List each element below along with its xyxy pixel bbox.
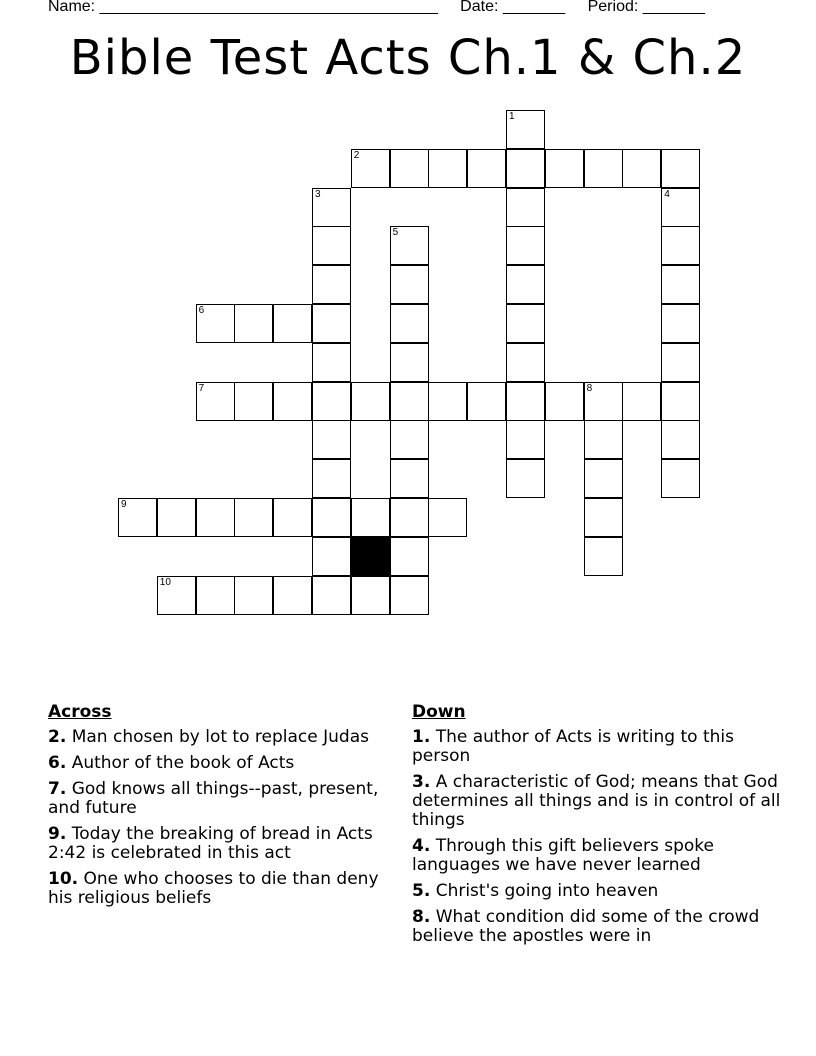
crossword-cell[interactable] [584, 149, 623, 188]
clue-down-4: 4. Through this gift believers spoke languages we have never learned [412, 836, 714, 875]
crossword-cell[interactable] [584, 537, 623, 576]
crossword-cell[interactable] [196, 304, 235, 343]
crossword-cell[interactable] [467, 382, 506, 421]
clue-down-3: 3. A characteristic of God; means that God determines all things and is in control of all things [412, 772, 781, 830]
crossword-cell[interactable] [312, 382, 351, 421]
across-clues [48, 703, 388, 915]
crossword-cell[interactable] [661, 459, 700, 498]
crossword-cell[interactable] [312, 343, 351, 382]
crossword-cell[interactable] [390, 343, 429, 382]
clue-number: 7 [198, 382, 205, 394]
crossword-cell[interactable] [661, 226, 700, 265]
crossword-cell[interactable] [390, 265, 429, 304]
crossword-cell[interactable] [312, 459, 351, 498]
crossword-cell[interactable] [390, 382, 429, 421]
crossword-cell[interactable] [157, 498, 196, 537]
crossword-cell[interactable] [428, 149, 467, 188]
crossword-cell[interactable] [312, 537, 351, 576]
crossword-cell[interactable] [506, 382, 545, 421]
period-field-label: Period: _______ [587, 0, 706, 15]
clue-number: 9 [121, 499, 127, 510]
clue-number: 3 [315, 188, 321, 200]
crossword-cell[interactable] [273, 498, 312, 537]
clue-down-1: 1. The author of Acts is writing to this person [412, 727, 734, 766]
crossword-cell[interactable] [234, 576, 273, 615]
clue-across-2: 2. Man chosen by lot to replace Judas [48, 727, 369, 747]
crossword-cell[interactable] [506, 265, 545, 304]
crossword-cell[interactable] [661, 343, 700, 382]
clue-across-10: 10. One who chooses to die than deny his religious beliefs [48, 869, 379, 908]
crossword-cell[interactable] [273, 304, 312, 343]
clue-down-5: 5. Christ's going into heaven [412, 881, 659, 901]
crossword-cell[interactable] [390, 498, 429, 537]
crossword-cell[interactable] [196, 576, 235, 615]
crossword-cell[interactable] [312, 420, 351, 459]
crossword-cell[interactable] [312, 304, 351, 343]
crossword-cell[interactable] [661, 149, 700, 188]
crossword-cell[interactable] [118, 498, 157, 537]
crossword-cell[interactable] [661, 420, 700, 459]
crossword-cell[interactable] [584, 420, 623, 459]
crossword-cell[interactable] [312, 265, 351, 304]
crossword-cell[interactable] [312, 188, 351, 227]
clue-number: 5 [392, 227, 399, 239]
black-square [351, 537, 390, 576]
crossword-cell[interactable] [234, 382, 273, 421]
clue-number: 10 [159, 576, 171, 588]
clue-down-8: 8. What condition did some of the crowd believe the apostles were in [412, 907, 760, 946]
crossword-cell[interactable] [351, 576, 390, 615]
crossword-cell[interactable] [390, 420, 429, 459]
crossword-cell[interactable] [390, 226, 429, 265]
crossword-cell[interactable] [622, 382, 661, 421]
crossword-cell[interactable] [351, 382, 390, 421]
crossword-cell[interactable] [351, 149, 390, 188]
crossword-cell[interactable] [351, 498, 390, 537]
crossword-cell[interactable] [312, 226, 351, 265]
crossword-cell[interactable] [661, 188, 700, 227]
clue-number: 4 [664, 188, 670, 200]
crossword-cell[interactable] [506, 226, 545, 265]
clue-across-6: 6. Author of the book of Acts [48, 753, 295, 773]
crossword-cell[interactable] [506, 110, 545, 149]
name-field-label: Name: ______________________________________ [48, 0, 438, 15]
crossword-cell[interactable] [622, 149, 661, 188]
crossword-cell[interactable] [428, 382, 467, 421]
crossword-cell[interactable] [312, 576, 351, 615]
crossword-cell[interactable] [506, 420, 545, 459]
crossword-cell[interactable] [234, 498, 273, 537]
crossword-cell[interactable] [584, 382, 623, 421]
down-clues [412, 703, 782, 953]
crossword-cell[interactable] [234, 304, 273, 343]
clue-number: 1 [509, 111, 515, 122]
crossword-cell[interactable] [661, 265, 700, 304]
crossword-cell[interactable] [661, 382, 700, 421]
crossword-cell[interactable] [584, 498, 623, 537]
crossword-cell[interactable] [196, 382, 235, 421]
clue-number: 8 [586, 382, 593, 394]
crossword-cell[interactable] [390, 537, 429, 576]
crossword-cell[interactable] [390, 304, 429, 343]
crossword-cell[interactable] [661, 304, 700, 343]
crossword-cell[interactable] [157, 576, 196, 615]
clue-across-9: 9. Today the breaking of bread in Acts 2:42 is celebrated in this act [48, 824, 373, 863]
page-title: Bible Test Acts Ch.1 & Ch.2 [69, 30, 747, 86]
crossword-cell[interactable] [506, 459, 545, 498]
crossword-cell[interactable] [584, 459, 623, 498]
crossword-cell[interactable] [506, 149, 545, 188]
crossword-cell[interactable] [506, 304, 545, 343]
clue-across-7: 7. God knows all things--past, present, and future [48, 779, 379, 818]
crossword-cell[interactable] [545, 382, 584, 421]
crossword-cell[interactable] [390, 149, 429, 188]
crossword-cell[interactable] [273, 576, 312, 615]
crossword-cell[interactable] [545, 149, 584, 188]
crossword-cell[interactable] [390, 576, 429, 615]
across-heading: Across [48, 702, 112, 722]
crossword-cell[interactable] [428, 498, 467, 537]
clue-number: 2 [353, 149, 360, 161]
crossword-cell[interactable] [273, 382, 312, 421]
crossword-cell[interactable] [312, 498, 351, 537]
crossword-cell[interactable] [196, 498, 235, 537]
down-heading: Down [412, 702, 466, 722]
crossword-cell[interactable] [467, 149, 506, 188]
clue-number: 6 [198, 305, 205, 316]
crossword-cell[interactable] [390, 459, 429, 498]
crossword-cell[interactable] [506, 343, 545, 382]
crossword-cell[interactable] [506, 188, 545, 227]
date-field-label: Date: _______ [460, 0, 566, 15]
